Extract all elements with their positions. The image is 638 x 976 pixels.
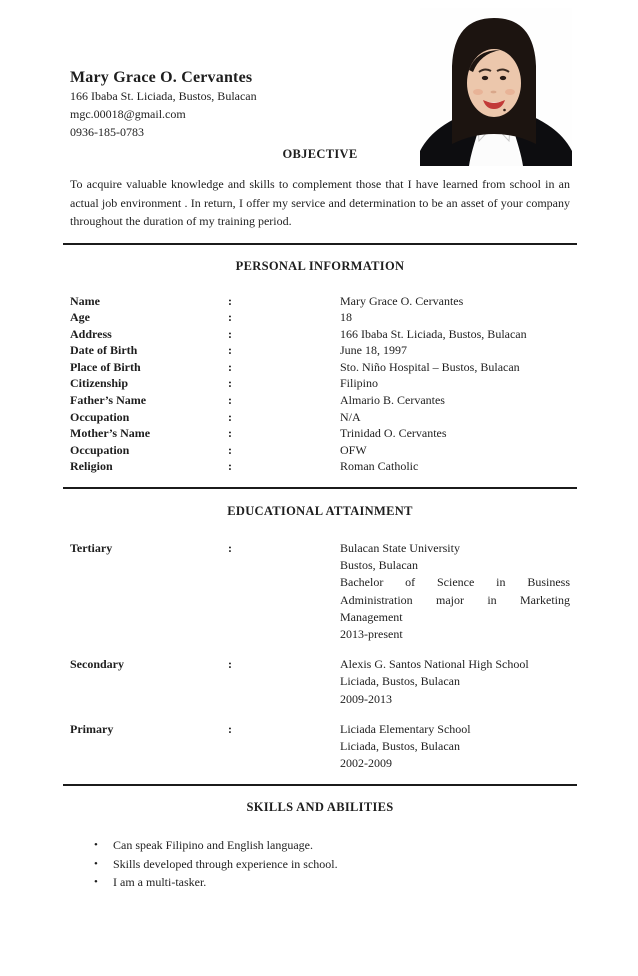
row-label: Occupation: [70, 442, 130, 457]
table-row: [70, 425, 570, 442]
row-label: Date of Birth: [70, 343, 138, 358]
blush-left: [473, 89, 483, 95]
education-table: [70, 540, 570, 772]
education-line: Alexis G. Santos National High School: [340, 657, 529, 672]
education-details: [340, 656, 570, 708]
education-line: Liciada, Bustos, Bulacan: [340, 739, 460, 754]
bullet-icon: •: [94, 876, 98, 889]
education-line: 2009-2013: [340, 691, 392, 706]
row-label: Place of Birth: [70, 359, 141, 374]
objective-text: To acquire valuable knowledge and skills to complement those that I have learned from school in an actual job environment . In return, I offer my service and determination to be an asset of your company throughout the duration of my training period.: [70, 177, 570, 228]
row-label: Religion: [70, 459, 113, 474]
blush-right: [505, 89, 515, 95]
table-row: [70, 458, 570, 475]
education-line: 2013-present: [340, 627, 403, 642]
skills-list: [70, 836, 570, 891]
row-label: Name: [70, 293, 100, 308]
education-details: [340, 721, 570, 773]
row-colon: :: [228, 657, 232, 672]
row-colon: :: [228, 293, 232, 308]
skill-text: I am a multi-tasker.: [113, 875, 207, 890]
education-line: Bustos, Bulacan: [340, 558, 418, 573]
applicant-email: mgc.00018@gmail.com: [70, 107, 186, 121]
personal-info-heading: PERSONAL INFORMATION: [235, 258, 405, 273]
row-label: Father’s Name: [70, 393, 147, 408]
education-line: Administration major in Marketing: [340, 592, 570, 607]
row-value: N/A: [340, 409, 361, 424]
skills-heading: SKILLS AND ABILITIES: [246, 800, 394, 815]
table-row: [70, 375, 570, 392]
education-entry-secondary: [70, 656, 570, 708]
education-details: [340, 540, 570, 643]
objective-heading: OBJECTIVE: [282, 147, 358, 161]
row-label: Mother’s Name: [70, 426, 151, 441]
education-entry-primary: [70, 721, 570, 773]
row-label: Primary: [70, 721, 114, 736]
table-row: [70, 409, 570, 426]
row-value: Trinidad O. Cervantes: [340, 426, 447, 441]
eye-left: [482, 76, 488, 80]
applicant-name: Mary Grace O. Cervantes: [70, 69, 253, 86]
row-colon: :: [228, 376, 232, 391]
mole: [503, 109, 506, 112]
row-label: Occupation: [70, 409, 130, 424]
table-row: [70, 293, 570, 310]
row-value: Mary Grace O. Cervantes: [340, 293, 464, 308]
row-value: Sto. Niño Hospital – Bustos, Bulacan: [340, 359, 520, 374]
row-value: Roman Catholic: [340, 459, 419, 474]
list-item: [70, 836, 570, 854]
section-divider: [63, 487, 577, 489]
row-value: Almario B. Cervantes: [340, 393, 445, 408]
education-entry-tertiary: [70, 540, 570, 643]
row-label: Citizenship: [70, 376, 129, 391]
row-label: Address: [70, 326, 112, 341]
table-row: [70, 392, 570, 409]
eye-right: [500, 76, 506, 80]
row-colon: :: [228, 442, 232, 457]
row-colon: :: [228, 459, 232, 474]
row-value: Filipino: [340, 376, 379, 391]
list-item: [70, 873, 570, 891]
row-value: 166 Ibaba St. Liciada, Bustos, Bulacan: [340, 326, 527, 341]
education-line: Liciada, Bustos, Bulacan: [340, 674, 460, 689]
list-item: [70, 855, 570, 873]
nose: [491, 91, 497, 94]
row-label: Age: [70, 310, 90, 325]
education-line: 2002-2009: [340, 756, 392, 771]
education-line: Bachelor of Science in Business: [340, 575, 570, 590]
bullet-icon: •: [94, 839, 98, 852]
row-value: OFW: [340, 442, 367, 457]
row-colon: :: [228, 393, 232, 408]
row-colon: :: [228, 721, 232, 736]
education-line: Bulacan State University: [340, 541, 460, 556]
skill-text: Skills developed through experience in school.: [113, 856, 338, 871]
row-colon: :: [228, 541, 232, 556]
table-row: [70, 442, 570, 459]
education-heading: EDUCATIONAL ATTAINMENT: [227, 504, 413, 519]
education-line: Liciada Elementary School: [340, 721, 471, 736]
row-colon: :: [228, 326, 232, 341]
row-value: 18: [340, 310, 352, 325]
personal-info-table: [70, 293, 570, 476]
section-divider: [63, 243, 577, 245]
table-row: [70, 342, 570, 359]
row-colon: :: [228, 310, 232, 325]
row-colon: :: [228, 426, 232, 441]
section-divider: [63, 784, 577, 786]
table-row: [70, 326, 570, 343]
applicant-phone: 0936-185-0783: [70, 125, 144, 139]
applicant-photo: [420, 8, 572, 166]
row-label: Tertiary: [70, 541, 113, 556]
row-value: June 18, 1997: [340, 343, 407, 358]
row-colon: :: [228, 359, 232, 374]
bullet-icon: •: [94, 857, 98, 870]
education-line: Management: [340, 609, 403, 624]
table-row: [70, 359, 570, 376]
portrait-illustration: [420, 8, 572, 166]
row-colon: :: [228, 343, 232, 358]
skill-text: Can speak Filipino and English language.: [113, 838, 313, 853]
applicant-address: 166 Ibaba St. Liciada, Bustos, Bulacan: [70, 89, 257, 103]
row-colon: :: [228, 409, 232, 424]
table-row: [70, 309, 570, 326]
row-label: Secondary: [70, 657, 124, 672]
